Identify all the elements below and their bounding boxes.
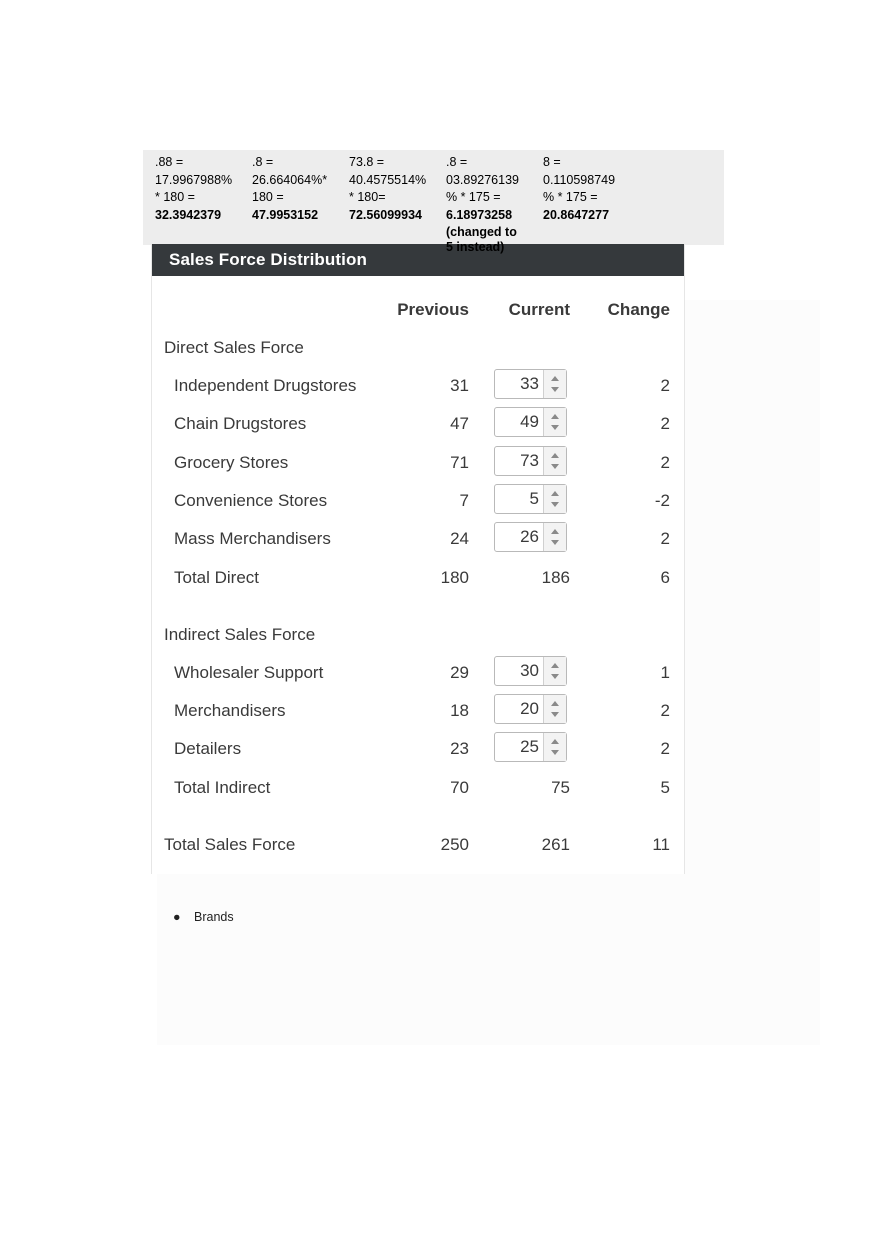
stepper-buttons [543,523,566,551]
calc-cell [155,154,232,224]
previous-value: 71 [450,453,469,472]
stepper-buttons [543,695,566,723]
change-value: 5 [660,778,670,797]
chevron-up-icon[interactable] [551,453,559,458]
calc-line: 40.4575514% [349,172,427,187]
row-label: Grocery Stores [174,453,289,472]
stepper-buttons [543,408,566,436]
calc-line: 73.8 = [349,155,385,169]
column-header-current: Current [508,300,570,319]
list-item [173,910,234,924]
calc-line: .8 = [252,155,274,169]
change-value: -2 [654,491,670,510]
current-stepper[interactable] [494,522,567,552]
chevron-up-icon[interactable] [551,376,559,381]
row-label: Chain Drugstores [174,414,307,433]
stepper-value[interactable]: 73 [520,451,539,470]
calc-line: * 180= [349,190,386,204]
calc-line: % * 175 = [543,190,598,204]
calc-line: 8 = [543,155,561,169]
current-stepper[interactable] [494,694,567,724]
calc-line: .8 = [446,155,468,169]
chevron-up-icon[interactable] [551,491,559,496]
stepper-buttons [543,370,566,398]
stepper-value[interactable]: 30 [520,661,539,680]
bullet-icon: ● [173,910,181,924]
current-stepper[interactable] [494,732,567,762]
previous-value: 24 [450,529,469,548]
stepper-value[interactable]: 25 [520,737,539,756]
calc-line: 180 = [252,190,284,204]
chevron-down-icon[interactable] [551,540,559,545]
current-value: 261 [541,835,570,854]
calc-cell [349,154,426,224]
stepper-buttons [543,733,566,761]
chevron-up-icon[interactable] [551,529,559,534]
current-stepper[interactable] [494,656,567,686]
previous-value: 18 [450,701,469,720]
panel-header [152,244,684,276]
column-header-previous: Previous [397,300,469,319]
row-label: Convenience Stores [174,491,328,510]
change-value: 2 [660,414,670,433]
stepper-buttons [543,485,566,513]
calc-result: 72.56099934 [349,207,422,222]
chevron-down-icon[interactable] [551,712,559,717]
chevron-up-icon[interactable] [551,739,559,744]
change-value: 2 [660,453,670,472]
column-header-change: Change [607,300,670,319]
row-label: Wholesaler Support [174,663,324,682]
current-stepper[interactable] [494,369,567,399]
calc-result: 47.9953152 [252,207,319,222]
current-stepper[interactable] [494,484,567,514]
row-label: Merchandisers [174,701,286,720]
calc-cell [252,154,327,224]
chevron-up-icon[interactable] [551,414,559,419]
chevron-up-icon[interactable] [551,701,559,706]
list-item-text: Brands [194,910,234,924]
calc-cell [446,154,519,242]
current-value: 186 [541,568,570,587]
panel-title: Sales Force Distribution [169,250,367,269]
section-title-indirect: Indirect Sales Force [164,625,316,644]
stepper-value[interactable]: 20 [520,699,539,718]
stepper-buttons [543,447,566,475]
change-value: 2 [660,376,670,395]
row-label: Independent Drugstores [174,376,357,395]
current-stepper[interactable] [494,446,567,476]
calc-line: % * 175 = [446,190,501,204]
calc-line: 0.110598749 [543,172,616,187]
change-value: 6 [660,568,670,587]
change-value: 11 [652,835,670,854]
chevron-down-icon[interactable] [551,674,559,679]
total-label: Total Direct [174,568,260,587]
calculation-table-row [143,150,724,245]
calc-line: 17.9967988% [155,172,233,187]
total-label: Total Indirect [174,778,271,797]
change-value: 2 [660,739,670,758]
section-title-direct: Direct Sales Force [164,338,304,357]
previous-value: 180 [440,568,469,587]
chevron-down-icon[interactable] [551,425,559,430]
current-stepper[interactable] [494,407,567,437]
chevron-up-icon[interactable] [551,663,559,668]
stepper-buttons [543,657,566,685]
calc-result: 6.18973258 [446,207,513,222]
chevron-down-icon[interactable] [551,464,559,469]
previous-value: 29 [450,663,469,682]
previous-value: 7 [459,491,469,510]
calc-result: 20.8647277 [543,207,610,222]
chevron-down-icon[interactable] [551,502,559,507]
previous-value: 31 [450,376,469,395]
sales-force-panel [151,244,685,874]
previous-value: 250 [440,835,469,854]
calc-result: 32.3942379 [155,207,222,222]
calc-line: 26.664064%* [252,172,328,187]
stepper-value[interactable]: 49 [520,412,539,431]
calc-note: 5 instead) [446,240,505,254]
change-value: 1 [660,663,670,682]
row-label: Detailers [174,739,242,758]
change-value: 2 [660,701,670,720]
current-value: 75 [551,778,570,797]
previous-value: 47 [450,414,469,433]
stepper-value[interactable]: 26 [520,527,539,546]
calc-line: .88 = [155,155,184,169]
chevron-down-icon[interactable] [551,387,559,392]
calc-note: (changed to [446,225,517,239]
stepper-value[interactable]: 5 [529,489,539,508]
calc-cell [543,154,615,224]
stepper-value[interactable]: 33 [520,374,539,393]
previous-value: 70 [450,778,469,797]
calc-line: * 180 = [155,190,195,204]
row-label: Mass Merchandisers [174,529,331,548]
grand-total-label: Total Sales Force [164,835,296,854]
change-value: 2 [660,529,670,548]
calc-line: 03.89276139 [446,172,519,187]
previous-value: 23 [450,739,469,758]
chevron-down-icon[interactable] [551,750,559,755]
